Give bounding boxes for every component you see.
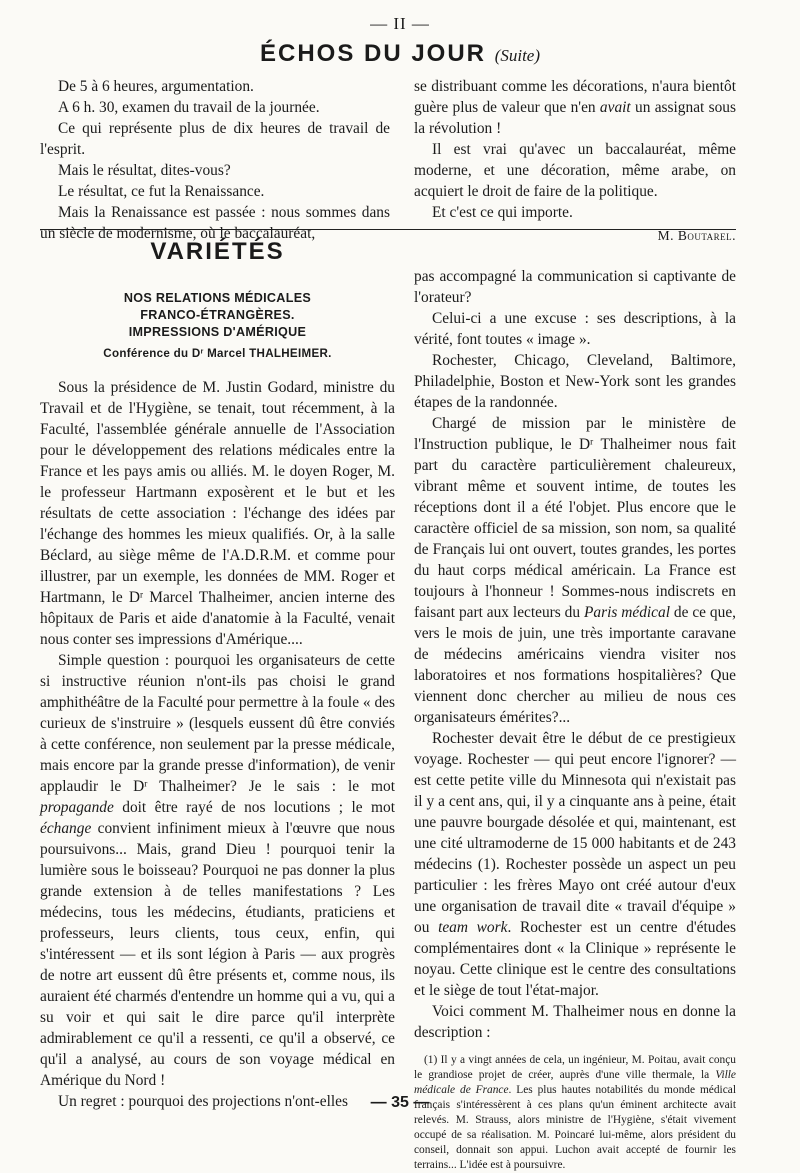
text-run: un assignat sous la révolution ! — [414, 99, 736, 137]
text-run: doit être rayé de nos locutions ; le mot — [113, 799, 395, 816]
echos-left-column — [40, 76, 390, 244]
text-run: Thalheimer? Je le sais : le mot — [147, 778, 395, 795]
text-run: Chargé de mission par le ministère de l'Instruction publique, le D — [414, 415, 736, 453]
article-heading — [40, 290, 395, 341]
superscript: r — [590, 436, 594, 447]
article-paragraph — [414, 728, 736, 1001]
text-run: Rochester devait être le début de ce prestigieux voyage. Rochester — qui peut encore l'ignorer? — est cette petite ville du Minnesota qui n'existait pas il y a cent ans, qui, il y a cinquante ans à peine, était une pauvre bourgade désolée et qui, maintenant, est une cité ultramoderne de 15 000 habitants et de 243 médecins (1). Rochester possède un aspect un peu particulier : les frères Mayo ont créé autour d'eux une organisation de travail dite « travail d'équipe » ou — [414, 730, 736, 936]
echos-paragraph: De 5 à 6 heures, argumentation. — [58, 78, 254, 95]
superscript: r — [140, 589, 144, 600]
superscript: r — [144, 778, 148, 789]
text-run: Conférence du D — [103, 347, 201, 360]
article-paragraph: Celui-ci a une excuse : ses descriptions, à la vérité, font toutes « image ». — [414, 310, 736, 348]
article-paragraph: pas accompagné la communication si captivante de l'orateur? — [414, 268, 736, 306]
echos-paragraph — [414, 76, 736, 139]
echos-paragraph: Mais le résultat, dites-vous? — [58, 162, 231, 179]
echos-suite-text: (Suite) — [494, 46, 541, 65]
page-number: — 35 — — [370, 1094, 430, 1111]
emphasis-text: Paris médical — [584, 604, 670, 621]
varietes-right-column — [414, 266, 736, 1173]
text-run: . Les plus hautes notabilités du monde médical français s'intéressèrent à ces plans qu'un éminent architecte avait relevés. M. Strauss, alors ministre de l'Hygiène, s'était vivement occupé de sa réalisation. M. Poincaré lui-même, alors président du conseil, donnait son appui. Luchon avait accepté de fournir les terrains... L'idée est à poursuivre. — [414, 1084, 736, 1171]
text-run: Marcel THALHEIMER. — [203, 347, 332, 360]
echos-paragraph: A 6 h. 30, examen du travail de la journée. — [58, 99, 320, 116]
article-paragraph — [40, 650, 395, 1091]
echos-paragraph: Il est vrai qu'avec un baccalauréat, même moderne, et une décoration, même arabe, on acquiert le droit de faire de la politique. — [414, 141, 736, 200]
emphasis-text: Ville médicale de France — [414, 1069, 736, 1096]
emphasis-text: échange — [40, 820, 92, 837]
author-signature: M. Boutarel. — [657, 228, 736, 243]
article-paragraph: Rochester, Chicago, Cleveland, Baltimore, Philadelphie, Boston et New-York sont les grandes étapes de la randonnée. — [414, 352, 736, 411]
emphasis-text: team work — [438, 919, 508, 936]
echos-right-column — [414, 76, 736, 246]
article-paragraph — [40, 377, 395, 650]
echos-paragraph: Mais la Renaissance est passée : nous sommes dans un siècle de modernisme, où le baccalauréat, — [40, 204, 390, 242]
text-run: Sous la présidence de M. Justin Godard, ministre du Travail et de l'Hygiène, se tenait, tout récemment, à la Faculté, l'assemblée générale annuelle de l'Association pour le développement des relations médicales entre la France et les pays amis ou alliés. M. le doyen Roger, M. le professeur Hartmann exposèrent et le but et les résultats de cette association : l'échange des idées par l'échange des hommes les mieux qualifiés. Or, à la salle Béclard, au siège même de l'A.D.R.M. et comme pour illustrer, par un exemple, les données de MM. Roger et Hartmann, le D — [40, 379, 395, 606]
text-run: convient infiniment mieux à l'œuvre que nous poursuivons... Mais, grand Dieu ! pourquoi tenir la lumière sous le boisseau? Pourquoi ne pas donner la plus grande extension à de telles manifestations ? Les médecins, tous les médecins, étudiants, praticiens et professeurs, leurs clients, tous ceux, enfin, qui s'intéressent — et ils sont légion à Paris — aux progrès de notre art eussent dû être présents et, comme nous, ils auraient été charmés d'entendre un homme qui a vu, qui a su voir et qui sait le dire parce qu'il interprète admirablement ce qu'il a ressenti, ce qu'il a observé, ce qu'il a analysé, au cours de son voyage médical en Amérique du Nord ! — [40, 820, 395, 1089]
article-paragraph: Un regret : pourquoi des projections n'ont-elles — [58, 1093, 348, 1110]
text-run: Simple question : pourquoi les organisateurs de cette si instructive réunion n'ont-ils pas choisi le grand amphithéâtre de la Faculté pour permettre à la foule « des curieux de s'instruire » (lesquels eussent dû être conviés à cette conférence, non seulement par la presse médicale, mais encore par la grande presse d'information), de venir applaudir le D — [40, 652, 395, 795]
emphasis-text: propagande — [40, 799, 114, 816]
varietes-section-title: VARIÉTÉS — [150, 238, 285, 265]
text-run: . Rochester est un centre d'études complémentaires dont « la Clinique » représente le noyau. Cette clinique est le centre des consultations et le siège de tout l'état-major. — [414, 919, 737, 999]
article-heading-line: FRANCO-ÉTRANGÈRES. — [140, 308, 295, 322]
section-divider — [40, 229, 736, 230]
page-marker: — II — — [370, 14, 430, 33]
article-heading-line: IMPRESSIONS D'AMÉRIQUE — [128, 325, 307, 339]
article-heading-line: NOS RELATIONS MÉDICALES — [123, 291, 312, 305]
superscript: r — [200, 348, 204, 356]
text-run: (1) Il y a vingt années de cela, un ingénieur, M. Poitau, avait conçu le grandiose projet de créer, auprès d'une ville thermale, la — [414, 1054, 736, 1081]
text-run: de ce que, vers le mois de juin, une très importante caravane de médecins américains viendra visiter nos laboratoires et nos formations hospitalières? Que viennent donc chercher au milieu de nous ces organisateurs émérites?... — [414, 604, 736, 726]
echos-paragraph: Ce qui représente plus de dix heures de travail de l'esprit. — [40, 120, 390, 158]
varietes-left-column — [40, 377, 395, 1112]
article-paragraph — [414, 413, 736, 728]
footnote — [414, 1053, 736, 1173]
text-run: Marcel Thalheimer, ancien interne des hôpitaux de Paris et aide d'anatomie à la Faculté, venait nous conter ses impressions d'Amérique.... — [40, 589, 395, 648]
conference-byline — [40, 347, 395, 360]
echos-paragraph: Et c'est ce qui importe. — [432, 204, 573, 221]
echos-paragraph: Le résultat, ce fut la Renaissance. — [58, 183, 265, 200]
article-paragraph: Voici comment M. Thalheimer nous en donne la description : — [414, 1003, 736, 1041]
echos-section-title — [0, 40, 800, 68]
echos-title-text: ÉCHOS DU JOUR — [259, 40, 487, 67]
emphasis-text: avait — [599, 99, 631, 116]
text-run: Thalheimer nous fait part du caractère particulièrement chaleureux, vibrant même et souvent intime, de toutes les réceptions dont il a été l'objet. Plus encore que le caractère officiel de sa mission, son nom, sa qualité de Français lui ont ouvert, toutes grandes, les portes du haut corps médical américain. La France est toujours à l'honneur ! Sommes-nous indiscrets en faisant part aux lecteurs du — [414, 436, 736, 621]
text-run: se distribuant comme les décorations, n'aura bientôt guère plus de valeur que n'en — [414, 78, 736, 116]
